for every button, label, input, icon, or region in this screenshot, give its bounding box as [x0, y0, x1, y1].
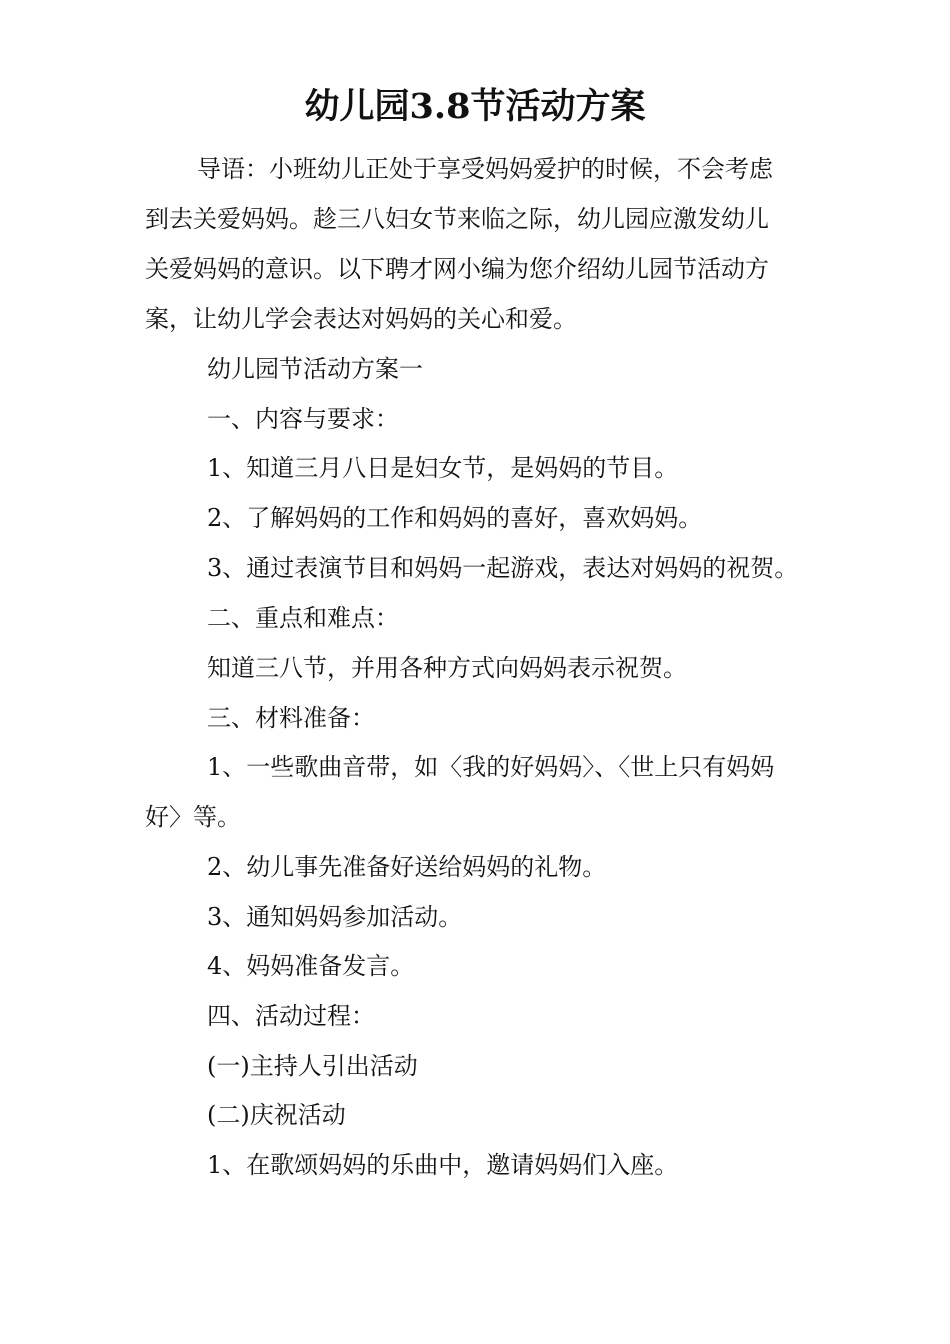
part4-item: 1、在歌颂妈妈的乐曲中，邀请妈妈们入座。 — [207, 1151, 679, 1179]
intro-line: 关爱妈妈的意识。以下聘才网小编为您介绍幼儿园节活动方 — [145, 255, 769, 283]
intro-paragraph — [145, 144, 810, 344]
section-heading: 幼儿园节活动方案一 — [207, 355, 423, 383]
part4-heading: 四、活动过程： — [207, 1002, 375, 1030]
part3-item: 1、一些歌曲音带，如〈我的好妈妈〉、〈世上只有妈妈 — [207, 753, 775, 781]
document-title: 幼儿园3.8节活动方案 — [304, 86, 646, 127]
part4-subheading: (二)庆祝活动 — [207, 1101, 346, 1129]
part1-item: 2、了解妈妈的工作和妈妈的喜好，喜欢妈妈。 — [207, 504, 703, 532]
part3-item-continuation: 好〉等。 — [145, 803, 241, 831]
part2-text: 知道三八节，并用各种方式向妈妈表示祝贺。 — [207, 654, 687, 682]
part1-item: 3、通过表演节目和妈妈一起游戏，表达对妈妈的祝贺。 — [207, 554, 799, 582]
intro-line: 到去关爱妈妈。趁三八妇女节来临之际，幼儿园应激发幼儿 — [145, 205, 769, 233]
part1-item: 1、知道三月八日是妇女节，是妈妈的节目。 — [207, 454, 679, 482]
part3-item: 3、通知妈妈参加活动。 — [207, 903, 463, 931]
intro-line: 案，让幼儿学会表达对妈妈的关心和爱。 — [145, 305, 577, 333]
intro-line: 导语：小班幼儿正处于享受妈妈爱护的时候，不会考虑 — [197, 155, 773, 183]
part3-item: 2、幼儿事先准备好送给妈妈的礼物。 — [207, 853, 607, 881]
part4-subheading: (一)主持人引出活动 — [207, 1052, 418, 1080]
part3-heading: 三、材料准备： — [207, 704, 375, 732]
part2-heading: 二、重点和难点： — [207, 604, 399, 632]
part3-item: 4、妈妈准备发言。 — [207, 952, 415, 980]
part1-heading: 一、内容与要求： — [207, 405, 399, 433]
